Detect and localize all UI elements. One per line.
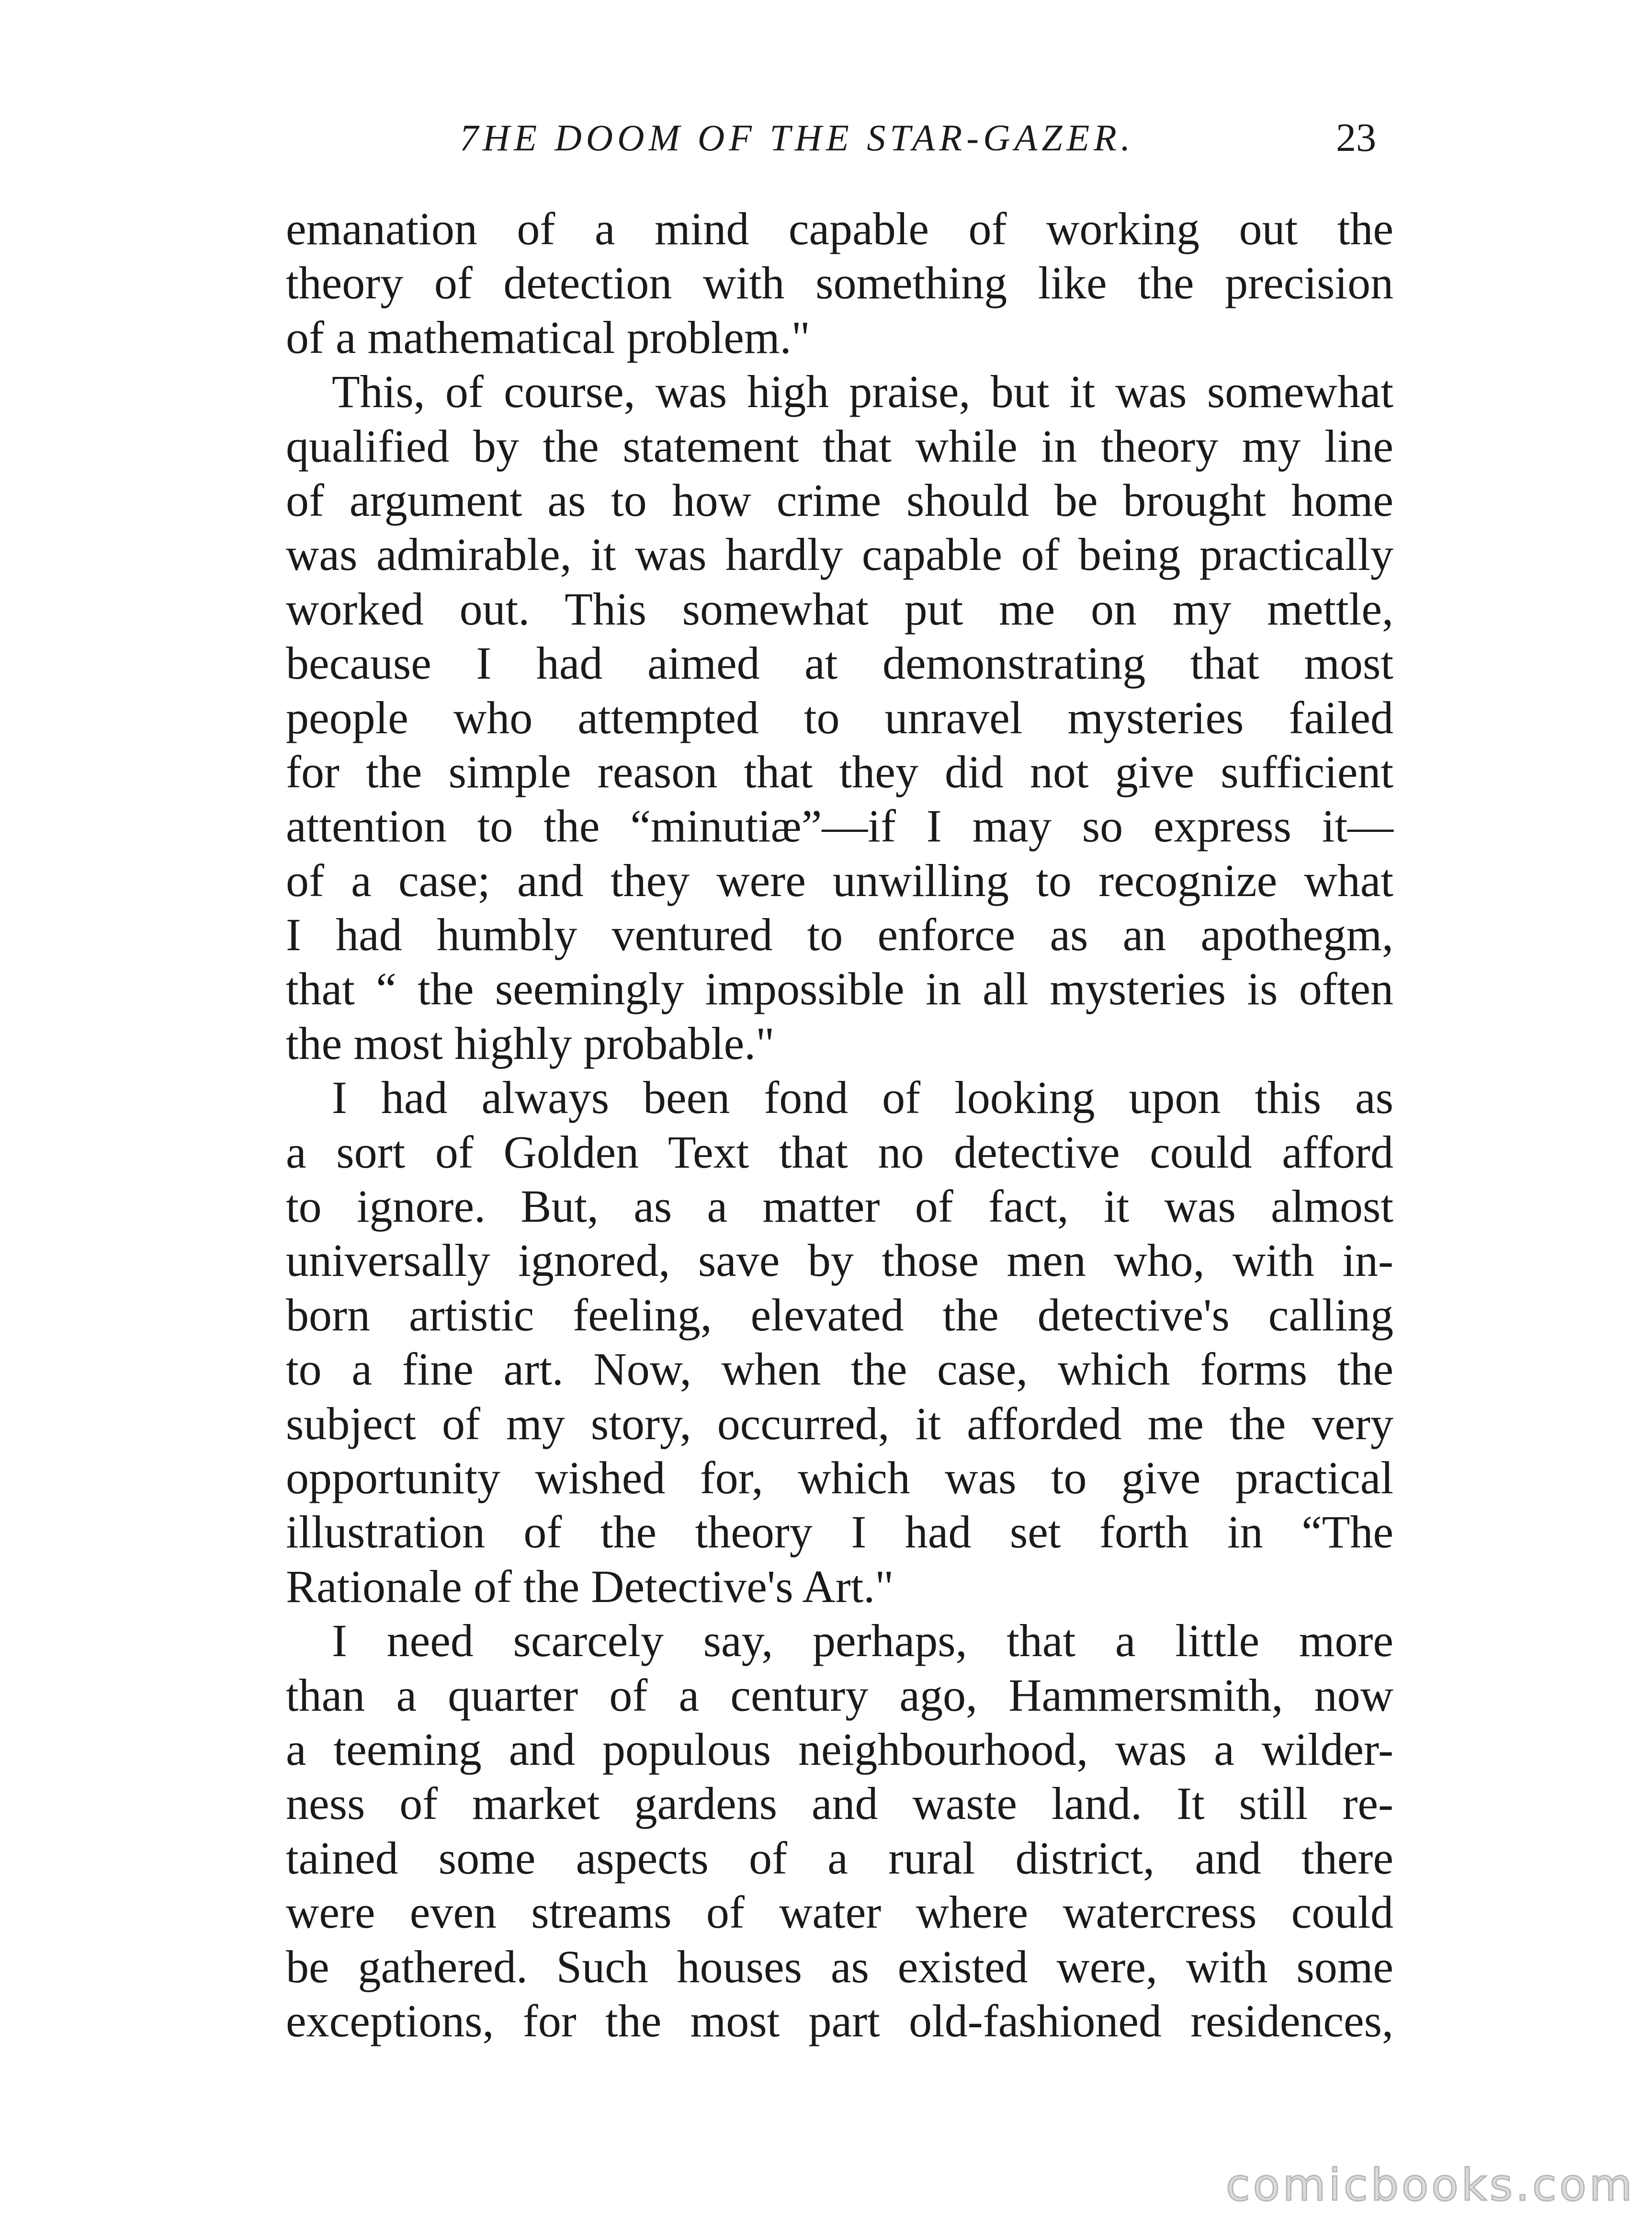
running-title: 7HE DOOM OF THE STAR-GAZER. xyxy=(460,117,1135,159)
text-line: subject of my story, occurred, it afforded me the very xyxy=(286,1398,1393,1449)
text-line: a sort of Golden Text that no detective could afford xyxy=(286,1126,1393,1178)
text-line: tained some aspects of a rural district, and there xyxy=(286,1832,1393,1884)
text-line: illustration of the theory I had set forth in “The xyxy=(286,1506,1393,1558)
text-line: born artistic feeling, elevated the detective's calling xyxy=(286,1289,1393,1341)
text-line: was admirable, it was hardly capable of being practically xyxy=(286,529,1393,580)
text-line: universally ignored, save by those men who, with in- xyxy=(286,1235,1393,1286)
text-line: This, of course, was high praise, but it was somewhat xyxy=(332,366,1393,418)
text-line: I had always been fond of looking upon this as xyxy=(332,1072,1393,1124)
page-number: 23 xyxy=(1336,115,1376,160)
text-line: people who attempted to unravel mysteries failed xyxy=(286,692,1393,743)
text-line: ness of market gardens and waste land. It still re- xyxy=(286,1778,1393,1829)
text-line: Rationale of the Detective's Art." xyxy=(286,1560,894,1612)
text-line: exceptions, for the most part old-fashioned residences, xyxy=(286,1995,1393,2046)
text-line: because I had aimed at demonstrating that most xyxy=(286,637,1393,689)
text-line: of a mathematical problem." xyxy=(286,311,810,363)
text-line: I need scarcely say, perhaps, that a little more xyxy=(332,1615,1393,1667)
text-line: to ignore. But, as a matter of fact, it was almost xyxy=(286,1181,1393,1232)
text-line: worked out. This somewhat put me on my mettle, xyxy=(286,583,1393,635)
text-line: emanation of a mind capable of working out the xyxy=(286,203,1393,254)
text-line: a teeming and populous neighbourhood, was a wilder- xyxy=(286,1723,1393,1775)
text-line: of a case; and they were unwilling to recognize what xyxy=(286,854,1393,906)
text-line: opportunity wished for, which was to give practical xyxy=(286,1452,1393,1503)
text-line: theory of detection with something like the precision xyxy=(286,257,1393,309)
text-line: of argument as to how crime should be brought home xyxy=(286,474,1393,526)
text-line: to a fine art. Now, when the case, which forms the xyxy=(286,1343,1393,1395)
watermark: comicbooks.com xyxy=(1226,2159,1635,2211)
text-line: be gathered. Such houses as existed were, with some xyxy=(286,1941,1393,1992)
text-line: for the simple reason that they did not give sufficient xyxy=(286,746,1393,797)
text-line: attention to the “minutiæ”—if I may so express it— xyxy=(286,800,1393,852)
running-head xyxy=(0,109,1652,167)
text-line: qualified by the statement that while in theory my line xyxy=(286,420,1393,472)
text-line: I had humbly ventured to enforce as an apothegm, xyxy=(286,909,1393,961)
text-line: that “ the seemingly impossible in all mysteries is often xyxy=(286,963,1393,1015)
body-text xyxy=(286,202,1393,2048)
text-line: than a quarter of a century ago, Hammersmith, now xyxy=(286,1669,1393,1721)
text-line: the most highly probable." xyxy=(286,1017,775,1069)
text-line: were even streams of water where watercress could xyxy=(286,1886,1393,1938)
